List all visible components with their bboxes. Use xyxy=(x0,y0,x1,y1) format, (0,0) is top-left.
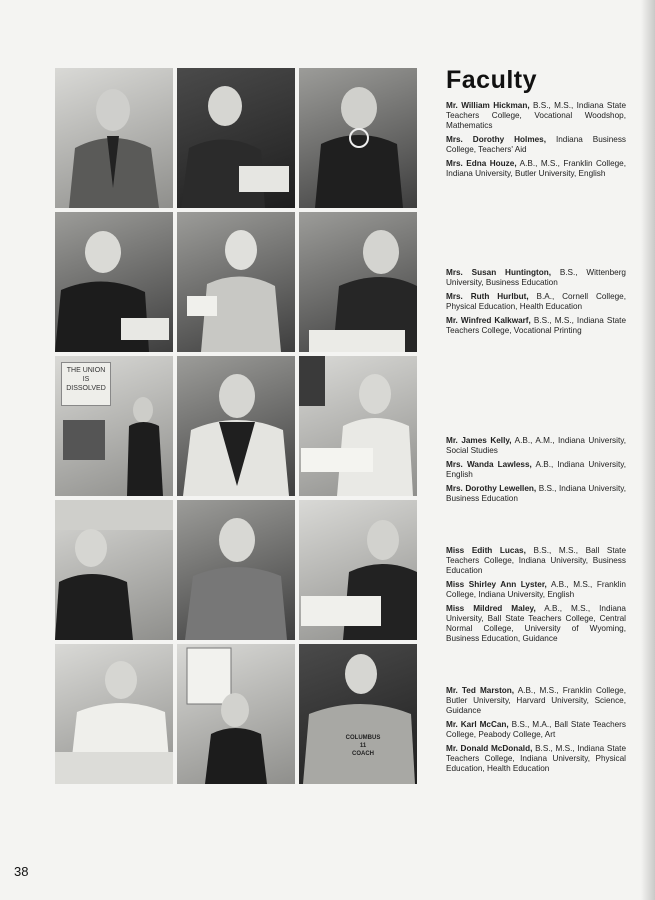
faculty-name: Mrs. Ruth Hurlbut, xyxy=(446,292,529,301)
faculty-credentials: B.S., M.S., Indiana State Teachers College, Indiana University, Physical Education, Health Education xyxy=(446,744,626,773)
faculty-name: Mr. Karl McCan, xyxy=(446,720,509,729)
bio-group-4 xyxy=(446,546,626,648)
photo-row-2 xyxy=(55,212,419,352)
faculty-name: Mrs. Wanda Lawless, xyxy=(446,460,532,469)
faculty-photo-maley xyxy=(299,500,417,640)
faculty-photo-holmes xyxy=(177,68,295,208)
faculty-photo-lewellen xyxy=(299,356,417,496)
bio-group-3 xyxy=(446,436,626,508)
bio-entry xyxy=(446,268,626,288)
faculty-credentials: A.B., M.S., Franklin College, Indiana University, English xyxy=(446,580,626,599)
faculty-credentials: B.S., Indiana University, Business Education xyxy=(446,484,626,503)
faculty-name: Mrs. Dorothy Holmes, xyxy=(446,135,546,144)
page-edge-shadow xyxy=(641,0,655,900)
photo-row-4 xyxy=(55,500,419,640)
faculty-name: Mr. William Hickman, xyxy=(446,101,530,110)
faculty-name: Mr. James Kelly, xyxy=(446,436,512,445)
bio-entry xyxy=(446,316,626,336)
faculty-credentials: A.B., M.S., Indiana University, Ball State Teachers College, Central Normal College, University of Wyoming, Business Education, Guidance xyxy=(446,604,626,643)
faculty-name: Mrs. Dorothy Lewellen, xyxy=(446,484,537,493)
faculty-credentials: B.S., M.A., Ball State Teachers College, Peabody College, Art xyxy=(446,720,627,739)
page-number: 38 xyxy=(14,864,29,879)
faculty-name: Miss Mildred Maley, xyxy=(446,604,536,613)
bio-entry xyxy=(446,744,626,774)
faculty-name: Mr. Ted Marston, xyxy=(446,686,515,695)
faculty-photo-lucas xyxy=(55,500,173,640)
faculty-photo-huntington xyxy=(55,212,173,352)
shirt-line-1: COLUMBUS xyxy=(345,735,381,741)
faculty-photo-lyster xyxy=(177,500,295,640)
bio-entry xyxy=(446,720,626,740)
shirt-line-2: 11 xyxy=(359,743,367,749)
bio-entry xyxy=(446,686,626,716)
bio-entry xyxy=(446,546,626,576)
photo-row-1 xyxy=(55,68,419,208)
faculty-name: Miss Edith Lucas, xyxy=(446,546,526,555)
faculty-credentials: Indiana Business College, Teachers' Aid xyxy=(446,135,627,154)
faculty-name: Mr. Donald McDonald, xyxy=(446,744,533,753)
bio-entry xyxy=(446,135,626,155)
bio-entry xyxy=(446,580,626,600)
faculty-photo-grid xyxy=(55,68,419,788)
faculty-credentials: B.A., Cornell College, Physical Education, Health Education xyxy=(446,292,627,311)
faculty-photo-kalkwarf xyxy=(299,212,417,352)
faculty-name: Mr. Winfred Kalkwarf, xyxy=(446,316,531,325)
faculty-photo-mccan xyxy=(177,644,295,784)
faculty-photo-marston xyxy=(55,644,173,784)
sign-line-1: THE UNION xyxy=(66,367,106,374)
faculty-name: Miss Shirley Ann Lyster, xyxy=(446,580,547,589)
faculty-name: Mrs. Edna Houze, xyxy=(446,159,517,168)
faculty-photo-houze xyxy=(299,68,417,208)
faculty-credentials: B.S., Wittenberg University, Business Education xyxy=(446,268,626,287)
page-title: Faculty xyxy=(446,66,538,94)
faculty-photo-mcdonald xyxy=(299,644,417,784)
shirt-print xyxy=(343,734,383,758)
bio-entry xyxy=(446,604,626,644)
faculty-credentials: A.B., M.S., Franklin College, Butler University, Harvard University, Science, Guidance xyxy=(446,686,626,715)
bio-entry xyxy=(446,436,626,456)
bio-entry xyxy=(446,484,626,504)
bio-entry xyxy=(446,460,626,480)
faculty-credentials: A.B., A.M., Indiana University, Social Studies xyxy=(446,436,626,455)
bio-entry xyxy=(446,292,626,312)
faculty-name: Mrs. Susan Huntington, xyxy=(446,268,551,277)
bio-entry xyxy=(446,159,626,179)
faculty-credentials: A.B., Indiana University, English xyxy=(446,460,627,479)
bio-group-5 xyxy=(446,686,626,778)
faculty-photo-kelly xyxy=(55,356,173,496)
faculty-credentials: A.B., M.S., Franklin College, Indiana University, Butler University, English xyxy=(446,159,626,178)
faculty-credentials: B.S., M.S., Indiana State Teachers College, Vocational Printing xyxy=(446,316,626,335)
faculty-photo-hickman xyxy=(55,68,173,208)
faculty-photo-lawless xyxy=(177,356,295,496)
faculty-credentials: B.S., M.S., Ball State Teachers College, Indiana University, Business Education xyxy=(446,546,627,575)
photo-row-3 xyxy=(55,356,419,496)
faculty-credentials: B.S., M.S., Indiana State Teachers College, Vocational Woodshop, Mathematics xyxy=(446,101,626,130)
bio-entry xyxy=(446,101,626,131)
faculty-photo-hurlbut xyxy=(177,212,295,352)
sign-line-3: DISSOLVED xyxy=(66,385,106,392)
bio-group-2 xyxy=(446,268,626,340)
bio-group-1 xyxy=(446,101,626,183)
photo-row-5 xyxy=(55,644,419,784)
sign-line-2: IS xyxy=(82,376,90,383)
shirt-line-3: COACH xyxy=(352,751,374,757)
